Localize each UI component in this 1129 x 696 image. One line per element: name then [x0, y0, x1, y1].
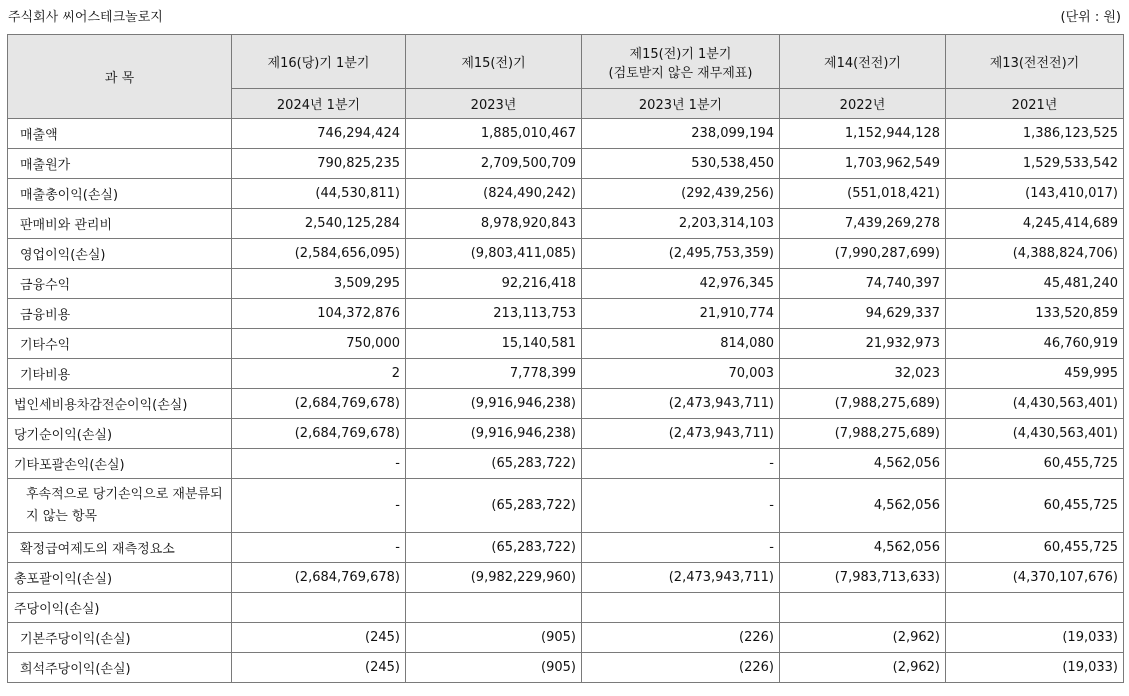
value-cell: (19,033) — [946, 653, 1124, 683]
year-header: 2023년 — [406, 89, 582, 119]
subject-header: 과 목 — [8, 35, 232, 119]
value-cell: (9,982,229,960) — [406, 563, 582, 593]
row-label: 당기순이익(손실) — [8, 419, 232, 449]
table-row — [8, 653, 1124, 683]
row-label: 매출원가 — [8, 149, 232, 179]
value-cell: (2,473,943,711) — [582, 563, 780, 593]
value-cell: (65,283,722) — [406, 449, 582, 479]
period-header: 제14(전전)기 — [780, 35, 946, 89]
row-label: 기타비용 — [8, 359, 232, 389]
value-cell: (7,988,275,689) — [780, 389, 946, 419]
value-cell: (226) — [582, 653, 780, 683]
value-cell: - — [232, 533, 406, 563]
row-label: 영업이익(손실) — [8, 239, 232, 269]
value-cell: 70,003 — [582, 359, 780, 389]
value-cell: (143,410,017) — [946, 179, 1124, 209]
value-cell: (2,473,943,711) — [582, 419, 780, 449]
value-cell: 3,509,295 — [232, 269, 406, 299]
value-cell: 4,562,056 — [780, 533, 946, 563]
value-cell: (226) — [582, 623, 780, 653]
value-cell: 8,978,920,843 — [406, 209, 582, 239]
value-cell: 133,520,859 — [946, 299, 1124, 329]
value-cell: - — [232, 479, 406, 533]
value-cell: (245) — [232, 653, 406, 683]
value-cell: - — [232, 449, 406, 479]
year-header: 2021년 — [946, 89, 1124, 119]
period-header: 제15(전)기 — [406, 35, 582, 89]
value-cell: (2,473,943,711) — [582, 389, 780, 419]
value-cell: 530,538,450 — [582, 149, 780, 179]
value-cell: 1,529,533,542 — [946, 149, 1124, 179]
value-cell: (2,962) — [780, 653, 946, 683]
value-cell: 790,825,235 — [232, 149, 406, 179]
company-name: 주식회사 씨어스테크놀로지 — [8, 9, 163, 25]
value-cell: 15,140,581 — [406, 329, 582, 359]
value-cell: 7,778,399 — [406, 359, 582, 389]
value-cell: 7,439,269,278 — [780, 209, 946, 239]
value-cell: (9,916,946,238) — [406, 419, 582, 449]
value-cell: (2,962) — [780, 623, 946, 653]
income-statement-table — [7, 34, 1124, 683]
value-cell: (19,033) — [946, 623, 1124, 653]
value-cell: 238,099,194 — [582, 119, 780, 149]
value-cell: (2,584,656,095) — [232, 239, 406, 269]
value-cell: 92,216,418 — [406, 269, 582, 299]
row-label: 금융수익 — [8, 269, 232, 299]
table-row — [8, 239, 1124, 269]
table-row — [8, 149, 1124, 179]
year-header: 2024년 1분기 — [232, 89, 406, 119]
value-cell: 4,245,414,689 — [946, 209, 1124, 239]
period-header: 제16(당)기 1분기 — [232, 35, 406, 89]
row-label: 매출총이익(손실) — [8, 179, 232, 209]
value-cell: (4,430,563,401) — [946, 389, 1124, 419]
value-cell: (905) — [406, 653, 582, 683]
row-label: 주당이익(손실) — [8, 593, 232, 623]
value-cell: 746,294,424 — [232, 119, 406, 149]
value-cell — [582, 593, 780, 623]
value-cell: 94,629,337 — [780, 299, 946, 329]
value-cell: - — [582, 449, 780, 479]
value-cell: 750,000 — [232, 329, 406, 359]
value-cell: (65,283,722) — [406, 479, 582, 533]
value-cell: - — [582, 479, 780, 533]
table-row — [8, 179, 1124, 209]
value-cell: 32,023 — [780, 359, 946, 389]
value-cell: (9,916,946,238) — [406, 389, 582, 419]
value-cell — [946, 593, 1124, 623]
value-cell: (2,684,769,678) — [232, 563, 406, 593]
table-row — [8, 299, 1124, 329]
table-row — [8, 623, 1124, 653]
value-cell: (824,490,242) — [406, 179, 582, 209]
value-cell: 74,740,397 — [780, 269, 946, 299]
value-cell: (65,283,722) — [406, 533, 582, 563]
row-label: 확정급여제도의 재측정요소 — [8, 533, 232, 563]
row-label: 금융비용 — [8, 299, 232, 329]
value-cell: 2,203,314,103 — [582, 209, 780, 239]
table-row — [8, 479, 1124, 533]
value-cell: (7,990,287,699) — [780, 239, 946, 269]
value-cell: 104,372,876 — [232, 299, 406, 329]
value-cell: 1,885,010,467 — [406, 119, 582, 149]
table-row — [8, 209, 1124, 239]
document-topline — [8, 4, 1121, 26]
value-cell: 2 — [232, 359, 406, 389]
value-cell: (4,430,563,401) — [946, 419, 1124, 449]
value-cell: 1,386,123,525 — [946, 119, 1124, 149]
value-cell: 213,113,753 — [406, 299, 582, 329]
value-cell: (292,439,256) — [582, 179, 780, 209]
value-cell: (4,388,824,706) — [946, 239, 1124, 269]
header-row-periods — [8, 35, 1124, 89]
table-row — [8, 329, 1124, 359]
value-cell: 46,760,919 — [946, 329, 1124, 359]
value-cell: (44,530,811) — [232, 179, 406, 209]
value-cell: (9,803,411,085) — [406, 239, 582, 269]
value-cell: 2,540,125,284 — [232, 209, 406, 239]
value-cell: 4,562,056 — [780, 479, 946, 533]
row-label: 희석주당이익(손실) — [8, 653, 232, 683]
value-cell: 21,932,973 — [780, 329, 946, 359]
row-label: 기본주당이익(손실) — [8, 623, 232, 653]
value-cell: 60,455,725 — [946, 533, 1124, 563]
row-label: 후속적으로 당기손익으로 재분류되지 않는 항목 — [8, 479, 232, 533]
row-label: 기타수익 — [8, 329, 232, 359]
value-cell: (7,983,713,633) — [780, 563, 946, 593]
value-cell: 459,995 — [946, 359, 1124, 389]
value-cell: (7,988,275,689) — [780, 419, 946, 449]
unreviewed-note: (검토받지 않은 재무제표) — [608, 65, 753, 81]
value-cell: 1,703,962,549 — [780, 149, 946, 179]
value-cell: - — [582, 533, 780, 563]
table-row — [8, 563, 1124, 593]
row-label: 총포괄이익(손실) — [8, 563, 232, 593]
value-cell: (2,684,769,678) — [232, 389, 406, 419]
year-header: 2023년 1분기 — [582, 89, 780, 119]
value-cell: 21,910,774 — [582, 299, 780, 329]
table-row — [8, 593, 1124, 623]
period-header: 제15(전)기 1분기 (검토받지 않은 재무제표) — [582, 35, 780, 89]
row-label: 판매비와 관리비 — [8, 209, 232, 239]
row-label: 매출액 — [8, 119, 232, 149]
value-cell — [406, 593, 582, 623]
value-cell — [232, 593, 406, 623]
period-header: 제13(전전전)기 — [946, 35, 1124, 89]
value-cell: (2,495,753,359) — [582, 239, 780, 269]
value-cell: 60,455,725 — [946, 479, 1124, 533]
value-cell: (4,370,107,676) — [946, 563, 1124, 593]
table-row — [8, 359, 1124, 389]
value-cell: 45,481,240 — [946, 269, 1124, 299]
table-row — [8, 419, 1124, 449]
value-cell: 1,152,944,128 — [780, 119, 946, 149]
unit-label: (단위 : 원) — [1060, 9, 1121, 25]
value-cell: (905) — [406, 623, 582, 653]
value-cell: 60,455,725 — [946, 449, 1124, 479]
value-cell: (551,018,421) — [780, 179, 946, 209]
table-row — [8, 119, 1124, 149]
table-row — [8, 389, 1124, 419]
row-label: 법인세비용차감전순이익(손실) — [8, 389, 232, 419]
value-cell: 2,709,500,709 — [406, 149, 582, 179]
value-cell — [780, 593, 946, 623]
value-cell: 4,562,056 — [780, 449, 946, 479]
value-cell: (2,684,769,678) — [232, 419, 406, 449]
table-row — [8, 533, 1124, 563]
year-header: 2022년 — [780, 89, 946, 119]
table-row — [8, 269, 1124, 299]
table-row — [8, 449, 1124, 479]
value-cell: 814,080 — [582, 329, 780, 359]
row-label: 기타포괄손익(손실) — [8, 449, 232, 479]
value-cell: 42,976,345 — [582, 269, 780, 299]
value-cell: (245) — [232, 623, 406, 653]
